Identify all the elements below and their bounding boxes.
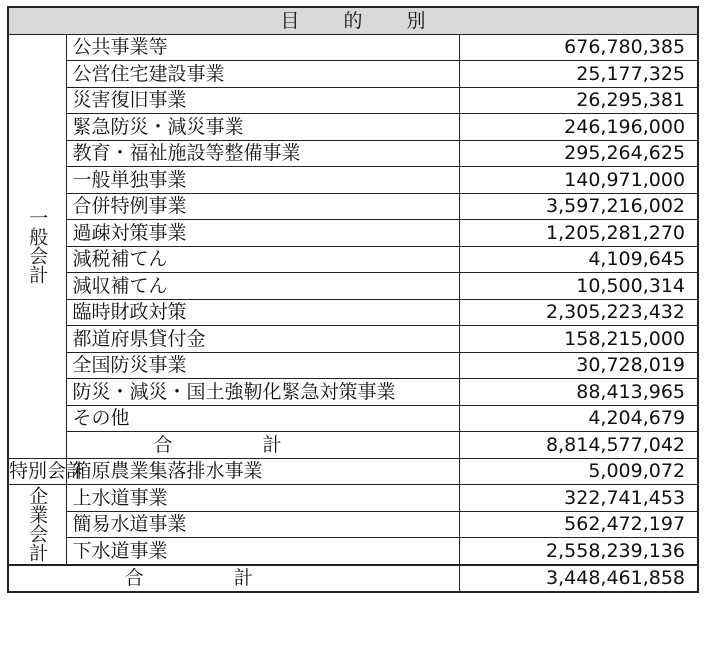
table-row	[8, 87, 698, 114]
row-amount: 4,109,645	[459, 246, 698, 273]
row-amount: 10,500,314	[459, 273, 698, 300]
subtotal-row	[8, 432, 698, 459]
table-row	[8, 140, 698, 167]
row-name: 一般単独事業	[66, 167, 459, 194]
subtotal-label: 合計	[66, 432, 459, 459]
row-amount: 676,780,385	[459, 34, 698, 61]
table-row	[8, 299, 698, 326]
table-row	[8, 458, 698, 485]
table-header: 目的別	[8, 7, 698, 34]
table-row	[8, 220, 698, 247]
row-amount: 25,177,325	[459, 61, 698, 88]
table-row	[8, 246, 698, 273]
row-name: 都道府県貸付金	[66, 326, 459, 353]
table-row	[8, 538, 698, 565]
table-row	[8, 379, 698, 406]
header-row	[8, 7, 698, 34]
category-special: 特別会計	[8, 458, 66, 485]
table-row	[8, 114, 698, 141]
table-row	[8, 352, 698, 379]
row-name: 教育・福祉施設等整備事業	[66, 140, 459, 167]
row-amount: 88,413,965	[459, 379, 698, 406]
total-label: 合計	[8, 565, 459, 593]
subtotal-amount: 8,814,577,042	[459, 432, 698, 459]
row-name: 下水道事業	[66, 538, 459, 565]
row-amount: 2,305,223,432	[459, 299, 698, 326]
table-row	[8, 273, 698, 300]
table-row	[8, 485, 698, 512]
row-amount: 2,558,239,136	[459, 538, 698, 565]
row-amount: 3,597,216,002	[459, 193, 698, 220]
table-row	[8, 326, 698, 353]
row-name: その他	[66, 405, 459, 432]
row-name: 減収補てん	[66, 273, 459, 300]
row-amount: 1,205,281,270	[459, 220, 698, 247]
row-amount: 4,204,679	[459, 405, 698, 432]
table-row	[8, 193, 698, 220]
total-row	[8, 565, 698, 593]
row-amount: 158,215,000	[459, 326, 698, 353]
row-name: 緊急防災・減災事業	[66, 114, 459, 141]
row-name: 簡易水道事業	[66, 511, 459, 538]
table-row	[8, 61, 698, 88]
row-amount: 562,472,197	[459, 511, 698, 538]
row-name: 上水道事業	[66, 485, 459, 512]
total-amount: 3,448,461,858	[459, 565, 698, 593]
budget-table	[7, 6, 699, 593]
row-name: 減税補てん	[66, 246, 459, 273]
row-amount: 246,196,000	[459, 114, 698, 141]
row-amount: 322,741,453	[459, 485, 698, 512]
row-amount: 26,295,381	[459, 87, 698, 114]
row-name: 全国防災事業	[66, 352, 459, 379]
row-amount: 295,264,625	[459, 140, 698, 167]
row-amount: 140,971,000	[459, 167, 698, 194]
row-name: 災害復旧事業	[66, 87, 459, 114]
row-name: 公共事業等	[66, 34, 459, 61]
row-name: 臨時財政対策	[66, 299, 459, 326]
table-row	[8, 405, 698, 432]
row-name: 合併特例事業	[66, 193, 459, 220]
table-row	[8, 511, 698, 538]
row-name: 過疎対策事業	[66, 220, 459, 247]
category-enterprise: 企業会計	[8, 485, 66, 565]
table-row	[8, 167, 698, 194]
table-row	[8, 34, 698, 61]
row-amount: 30,728,019	[459, 352, 698, 379]
row-name: 公営住宅建設事業	[66, 61, 459, 88]
row-amount: 5,009,072	[459, 458, 698, 485]
row-name: 箱原農業集落排水事業	[66, 458, 459, 485]
category-general: 一般会計	[8, 34, 66, 458]
row-name: 防災・減災・国土強靭化緊急対策事業	[66, 379, 459, 406]
